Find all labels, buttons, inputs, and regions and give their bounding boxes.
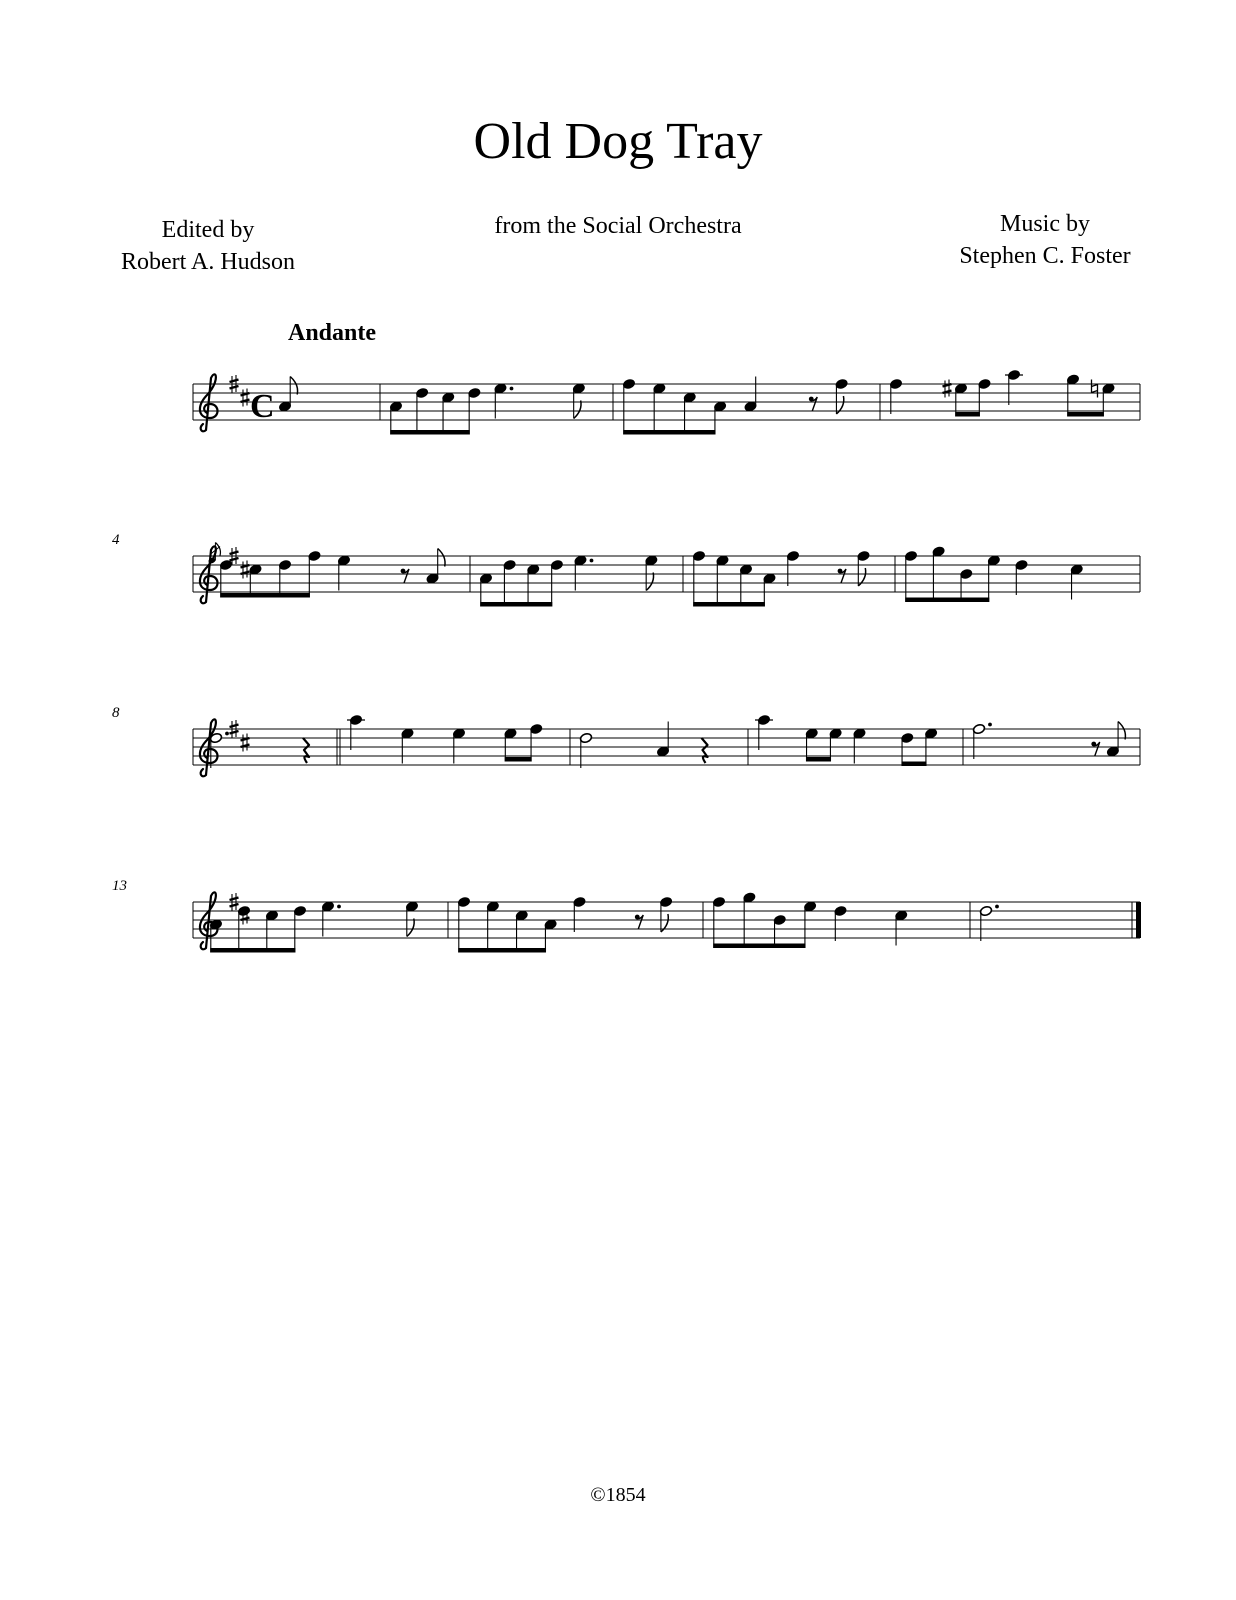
- note-head: [494, 383, 507, 394]
- key-sharp-c: [241, 565, 250, 574]
- note-head: [405, 901, 418, 912]
- note-head: [527, 564, 540, 575]
- rest: [809, 397, 817, 411]
- note-head: [716, 555, 729, 566]
- key-sharp-c: [243, 389, 247, 407]
- sharp-accidental: [943, 384, 952, 393]
- beam-group: [905, 552, 989, 603]
- measure-number: 4: [112, 532, 120, 548]
- beam-group: [390, 393, 470, 435]
- note-flag: [438, 549, 445, 567]
- beam: [220, 593, 310, 598]
- note-head: [249, 564, 262, 575]
- note: [653, 383, 666, 394]
- quarter-rest: [303, 738, 309, 763]
- note: [755, 714, 773, 750]
- beam: [480, 602, 552, 607]
- note-head: [645, 555, 658, 566]
- note-head: [237, 905, 250, 916]
- note-head: [550, 559, 563, 570]
- composer-name: Stephen C. Foster: [959, 243, 1131, 269]
- note-flag: [407, 919, 414, 937]
- note-head: [857, 550, 870, 561]
- treble-clef: [200, 719, 218, 776]
- measure-number: 8: [112, 705, 120, 721]
- augmentation-dot: [510, 387, 514, 391]
- note-head: [265, 910, 278, 921]
- note: [960, 568, 973, 579]
- note-head: [1102, 383, 1115, 394]
- beam: [806, 757, 831, 762]
- final-barline-thick: [1136, 902, 1141, 938]
- note-flag: [646, 573, 653, 591]
- beam: [905, 598, 989, 603]
- note: [278, 377, 297, 413]
- beam: [458, 948, 546, 953]
- note: [739, 564, 752, 575]
- note: [573, 896, 586, 932]
- copyright-footer: ©1854: [590, 1484, 646, 1506]
- beam-group: [480, 565, 552, 607]
- beam: [955, 412, 980, 417]
- note: [265, 910, 278, 921]
- beam-group: [623, 384, 715, 435]
- note: [829, 728, 842, 739]
- sharp-accidental: [945, 380, 949, 398]
- note-head: [479, 573, 492, 584]
- note: [479, 573, 492, 584]
- note: [805, 728, 818, 739]
- tempo-marking: Andante: [288, 320, 377, 346]
- note-head: [924, 728, 937, 739]
- note-head: [349, 714, 362, 725]
- note: [452, 728, 465, 764]
- note: [321, 901, 341, 937]
- time-signature-common: C: [250, 388, 275, 425]
- note-head: [426, 573, 439, 584]
- note-head: [1070, 564, 1083, 575]
- note-head: [889, 378, 902, 389]
- note: [743, 892, 756, 903]
- note: [683, 392, 696, 403]
- note: [1070, 564, 1083, 600]
- note: [308, 550, 321, 561]
- note: [987, 555, 1000, 566]
- note-head: [803, 901, 816, 912]
- note-head: [692, 550, 705, 561]
- beam: [1067, 412, 1104, 417]
- note: [347, 714, 365, 750]
- note: [1106, 722, 1125, 758]
- note-head: [895, 910, 908, 921]
- note-head: [209, 919, 222, 930]
- note: [572, 383, 585, 419]
- rest: [303, 738, 309, 763]
- note: [834, 905, 847, 941]
- natural-accidental: [1092, 380, 1098, 398]
- note-head: [572, 383, 585, 394]
- note-head: [744, 401, 757, 412]
- note-flag: [290, 377, 297, 395]
- note-head: [1066, 374, 1079, 385]
- note-head: [853, 728, 866, 739]
- note: [550, 559, 563, 570]
- note: [389, 401, 402, 412]
- note-head: [544, 919, 557, 930]
- beam-group: [220, 556, 310, 598]
- key-sharp-c: [241, 738, 250, 747]
- note-head: [834, 905, 847, 916]
- note: [716, 555, 729, 566]
- note: [237, 905, 250, 916]
- note-head: [987, 555, 1000, 566]
- rest: [702, 738, 708, 763]
- note-head: [504, 728, 517, 739]
- note: [468, 387, 481, 398]
- note-head: [574, 555, 587, 566]
- composer-credit: [940, 208, 1150, 272]
- note: [901, 732, 914, 743]
- beam-group: [210, 911, 295, 953]
- note: [278, 559, 291, 570]
- note: [904, 550, 917, 561]
- editor-credit: [108, 214, 308, 278]
- note-flag: [1118, 722, 1125, 740]
- note-head: [904, 550, 917, 561]
- note-head: [659, 896, 672, 907]
- note-head: [442, 392, 455, 403]
- note-head: [683, 392, 696, 403]
- note: [442, 392, 455, 403]
- note-head: [503, 559, 516, 570]
- rest: [401, 569, 409, 583]
- note: [659, 896, 672, 932]
- note-head: [712, 896, 725, 907]
- note-head: [805, 728, 818, 739]
- beam-group: [713, 898, 805, 949]
- note: [932, 546, 945, 557]
- note: [415, 387, 428, 398]
- beam: [901, 762, 926, 767]
- note: [692, 550, 705, 561]
- note: [889, 378, 902, 414]
- note-head: [739, 564, 752, 575]
- subtitle: from the Social Orchestra: [494, 213, 742, 239]
- key-sharp-c: [241, 393, 250, 402]
- note: [579, 732, 592, 768]
- note-head: [278, 559, 291, 570]
- note: [544, 919, 557, 930]
- note: [924, 728, 937, 739]
- note: [426, 549, 445, 585]
- note: [486, 901, 499, 912]
- treble-clef-path: [200, 546, 218, 603]
- note-head: [656, 746, 669, 757]
- note-head: [757, 714, 770, 725]
- beam-group: [693, 556, 765, 607]
- note-head: [457, 896, 470, 907]
- note: [853, 728, 866, 764]
- beam-group: [458, 902, 546, 953]
- note-head: [579, 732, 592, 743]
- note-head: [401, 728, 414, 739]
- note: [786, 550, 799, 586]
- editor-label: Edited by: [161, 217, 255, 243]
- note: [337, 555, 350, 591]
- editor-name: Robert A. Hudson: [121, 249, 295, 275]
- note-flag: [574, 401, 581, 419]
- note: [494, 383, 514, 419]
- note: [527, 564, 540, 575]
- note: [656, 722, 669, 758]
- note-head: [337, 555, 350, 566]
- note-head: [573, 896, 586, 907]
- beam: [210, 948, 295, 953]
- note: [803, 901, 816, 912]
- note-head: [763, 573, 776, 584]
- note-head: [530, 723, 543, 734]
- note: [249, 564, 262, 575]
- note-head: [954, 383, 967, 394]
- note: [645, 555, 658, 591]
- note: [744, 377, 757, 413]
- note-head: [972, 723, 985, 734]
- note-head: [786, 550, 799, 561]
- note: [457, 896, 470, 907]
- note-head: [293, 905, 306, 916]
- note: [979, 905, 999, 941]
- note-head: [486, 901, 499, 912]
- note: [857, 550, 870, 586]
- augmentation-dot: [995, 905, 999, 909]
- note: [978, 378, 991, 389]
- note-head: [979, 905, 992, 916]
- note: [712, 896, 725, 907]
- note-head: [1106, 746, 1119, 757]
- note-head: [713, 401, 726, 412]
- note-head: [1007, 369, 1020, 380]
- beam: [390, 430, 470, 435]
- note-head: [622, 378, 635, 389]
- treble-clef: [200, 374, 218, 431]
- treble-clef-path: [200, 374, 218, 431]
- note-head: [452, 728, 465, 739]
- note-head: [743, 892, 756, 903]
- note: [943, 380, 968, 398]
- note: [1015, 559, 1028, 595]
- note-head: [653, 383, 666, 394]
- note-head: [515, 910, 528, 921]
- note: [293, 905, 306, 916]
- composer-label: Music by: [1000, 211, 1090, 237]
- note: [622, 378, 635, 389]
- beam: [505, 757, 532, 762]
- note-head: [468, 387, 481, 398]
- note-head: [308, 550, 321, 561]
- augmentation-dot: [337, 905, 341, 909]
- augmentation-dot: [988, 723, 992, 727]
- page-title: Old Dog Tray: [473, 113, 763, 170]
- note-head: [960, 568, 973, 579]
- note: [530, 723, 543, 734]
- note: [503, 559, 516, 570]
- note: [713, 401, 726, 412]
- note-head: [978, 378, 991, 389]
- note-head: [932, 546, 945, 557]
- note: [515, 910, 528, 921]
- quarter-rest: [702, 738, 708, 763]
- note: [405, 901, 418, 937]
- rest: [635, 915, 643, 929]
- treble-clef: [200, 546, 218, 603]
- note-head: [773, 914, 786, 925]
- note: [1066, 374, 1079, 385]
- note: [401, 728, 414, 764]
- note-head: [389, 401, 402, 412]
- note-head: [278, 401, 291, 412]
- note: [972, 723, 992, 759]
- note: [209, 919, 222, 930]
- rest: [838, 569, 846, 583]
- beam: [713, 944, 805, 949]
- beam: [693, 602, 765, 607]
- key-sharp-c: [243, 734, 247, 752]
- key-sharp-c: [243, 561, 247, 579]
- note-head: [901, 732, 914, 743]
- note-head: [829, 728, 842, 739]
- note: [773, 914, 786, 925]
- augmentation-dot: [225, 732, 229, 736]
- augmentation-dot: [590, 559, 594, 563]
- note-head: [835, 378, 848, 389]
- note: [504, 728, 517, 739]
- treble-clef-path: [200, 719, 218, 776]
- rest: [1091, 742, 1099, 756]
- note-head: [415, 387, 428, 398]
- note: [895, 910, 908, 946]
- measure-number: 13: [112, 878, 127, 894]
- note: [1005, 369, 1023, 405]
- beam: [623, 430, 715, 435]
- note: [574, 555, 594, 591]
- note-head: [1015, 559, 1028, 570]
- note-head: [321, 901, 334, 912]
- note: [763, 573, 776, 584]
- note: [835, 378, 848, 414]
